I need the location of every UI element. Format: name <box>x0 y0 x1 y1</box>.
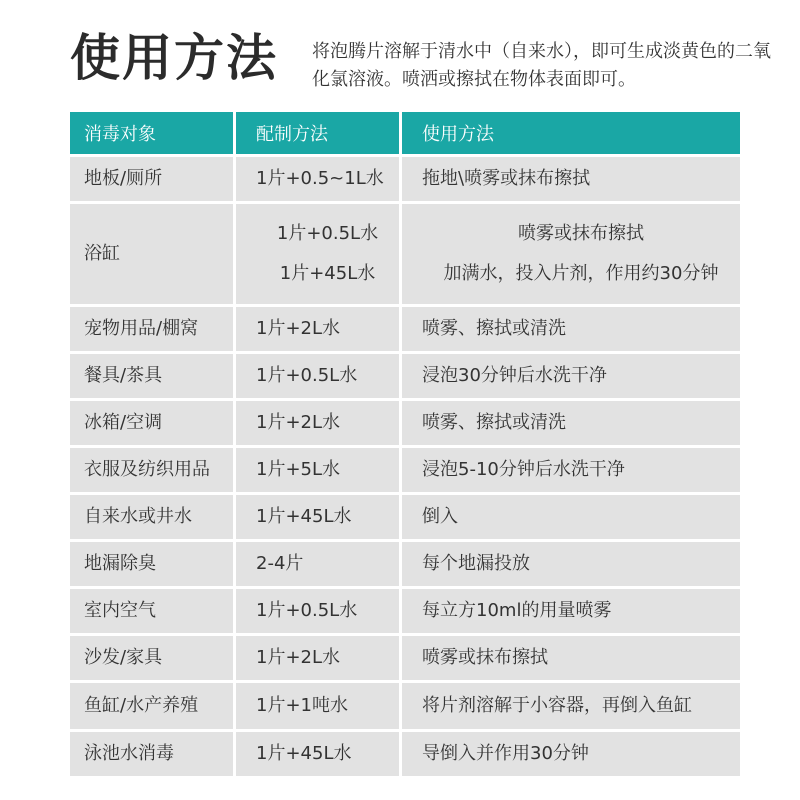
table-cell-usage: 倒入 <box>402 495 740 539</box>
page-title: 使用方法 <box>70 29 278 87</box>
table-cell-usage: 喷雾或抹布擦拭 <box>402 636 740 680</box>
table-cell-prep <box>236 204 399 304</box>
table-cell-usage: 喷雾、擦拭或清洗 <box>402 401 740 445</box>
table-cell-prep: 1片+0.5~1L水 <box>236 157 399 201</box>
table-cell-usage: 每立方10ml的用量喷雾 <box>402 589 740 633</box>
table-cell-prep: 1片+5L水 <box>236 448 399 492</box>
column-header-prep: 配制方法 <box>236 112 399 154</box>
table-cell-target: 室内空气 <box>70 589 233 633</box>
table-cell-prep: 1片+2L水 <box>236 401 399 445</box>
usage-line: 喷雾或抹布擦拭 <box>518 223 644 244</box>
column-header-target: 消毒对象 <box>70 112 233 154</box>
table-cell-prep: 2-4片 <box>236 542 399 586</box>
table-cell-prep: 1片+2L水 <box>236 307 399 351</box>
table-cell-target: 自来水或井水 <box>70 495 233 539</box>
page-header <box>0 0 800 105</box>
table-cell-target: 鱼缸/水产养殖 <box>70 683 233 729</box>
table-cell-usage: 将片剂溶解于小容器，再倒入鱼缸 <box>402 683 740 729</box>
table-cell-usage: 浸泡5-10分钟后水洗干净 <box>402 448 740 492</box>
table-cell-prep: 1片+1吨水 <box>236 683 399 729</box>
table-cell-usage: 拖地\喷雾或抹布擦拭 <box>402 157 740 201</box>
table-cell-target: 泳池水消毒 <box>70 732 233 776</box>
table-cell-usage: 喷雾、擦拭或清洗 <box>402 307 740 351</box>
table-cell-usage: 浸泡30分钟后水洗干净 <box>402 354 740 398</box>
table-cell-target: 地板/厕所 <box>70 157 233 201</box>
table-cell-prep: 1片+45L水 <box>236 495 399 539</box>
usage-table <box>70 112 740 776</box>
table-cell-target: 餐具/茶具 <box>70 354 233 398</box>
prep-line: 1片+45L水 <box>279 263 376 284</box>
table-cell-prep: 1片+2L水 <box>236 636 399 680</box>
table-cell-usage: 导倒入并作用30分钟 <box>402 732 740 776</box>
table-cell-target: 宠物用品/棚窝 <box>70 307 233 351</box>
column-header-usage: 使用方法 <box>402 112 740 154</box>
table-cell-prep: 1片+0.5L水 <box>236 354 399 398</box>
table-cell-target: 地漏除臭 <box>70 542 233 586</box>
table-cell-prep: 1片+45L水 <box>236 732 399 776</box>
table-cell-target: 冰箱/空调 <box>70 401 233 445</box>
table-cell-target: 沙发/家具 <box>70 636 233 680</box>
table-cell-usage: 每个地漏投放 <box>402 542 740 586</box>
usage-line: 加满水，投入片剂，作用约30分钟 <box>443 263 719 284</box>
table-cell-prep: 1片+0.5L水 <box>236 589 399 633</box>
prep-line: 1片+0.5L水 <box>276 223 379 244</box>
page-description: 将泡腾片溶解于清水中（自来水），即可生成淡黄色的二氧化氯溶液。喷洒或擦拭在物体表面即可。 <box>312 41 771 90</box>
table-cell-usage <box>402 204 740 304</box>
table-cell-target: 衣服及纺织用品 <box>70 448 233 492</box>
table-cell-target: 浴缸 <box>70 204 233 304</box>
